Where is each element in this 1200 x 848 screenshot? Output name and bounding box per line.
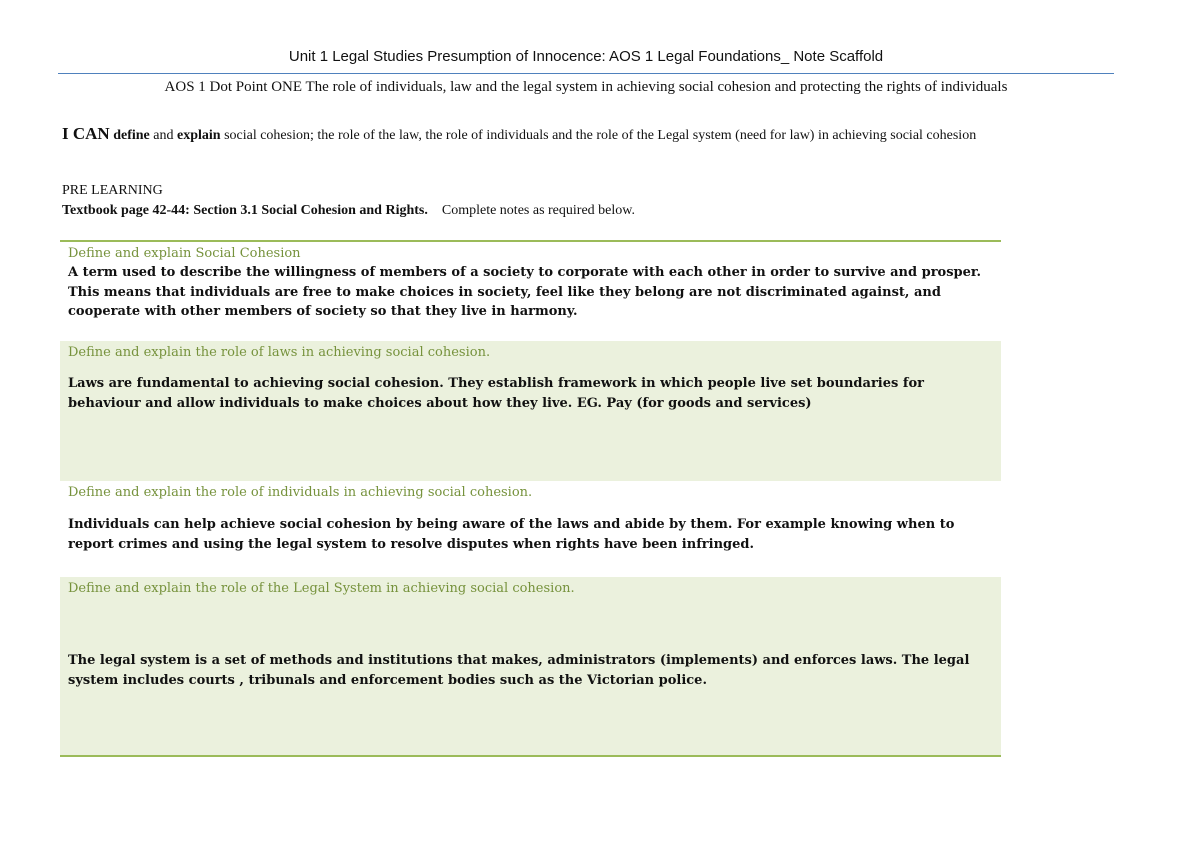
ican-lead: I CAN [62,124,110,143]
note-question: Define and explain the role of the Legal System in achieving social cohesion. [68,581,575,596]
notes-table-bottom-border [60,755,1001,757]
note-question: Define and explain Social Cohesion [68,246,301,261]
note-row-role-of-laws [60,341,1001,481]
note-row-role-of-legal-system [60,577,1001,755]
explain-word: explain [176,128,221,143]
note-answer[interactable]: The legal system is a set of methods and institutions that makes, administrators (implements) and enforces laws. The legal system includes courts , tribunals and enforcement bodies such as the Victorian police. [68,653,970,688]
define-word: define [113,128,150,143]
note-question: Define and explain the role of individuals in achieving social cohesion. [68,485,533,500]
note-answer[interactable]: Individuals can help achieve social cohesion by being aware of the laws and abide by them. For example knowing when to report crimes and using the legal system to resolve disputes when rights have been infringed. [68,517,955,552]
dot-point-heading: AOS 1 Dot Point ONE The role of individuals, law and the legal system in achieving social cohesion and protecting the rights of individuals [164,79,1008,95]
learning-intention [62,124,1102,145]
note-row-role-of-individuals [60,481,1001,577]
ican-rest: social cohesion; the role of the law, the role of individuals and the role of the Legal system (need for law) in achieving social cohesion [224,128,977,143]
textbook-section: : Section 3.1 Social Cohesion and Rights. [185,203,428,218]
textbook-instruction: Complete notes as required below. [441,203,635,218]
pre-learning-label: PRE LEARNING [62,183,163,198]
textbook-pages: Textbook page 42-44 [62,203,186,218]
note-answer[interactable]: A term used to describe the willingness of members of a society to corporate with each other in order to survive and prosper. This means that individuals are free to make choices in society, feel like they belong are not discriminated against, and cooperate with other members of society so that they live in harmony. [68,265,982,319]
header-divider [58,73,1114,74]
note-answer[interactable]: Laws are fundamental to achieving social cohesion. They establish framework in which people live set boundaries for behaviour and allow individuals to make choices about how they live. EG. Pay (for goods and services) [68,376,924,411]
and-word: and [153,128,174,143]
note-row-social-cohesion [60,242,1001,340]
page-header-title: Unit 1 Legal Studies Presumption of Innocence: AOS 1 Legal Foundations_ Note Scaffold [288,48,884,65]
note-question: Define and explain the role of laws in achieving social cohesion. [68,345,491,360]
textbook-reference [62,203,635,219]
